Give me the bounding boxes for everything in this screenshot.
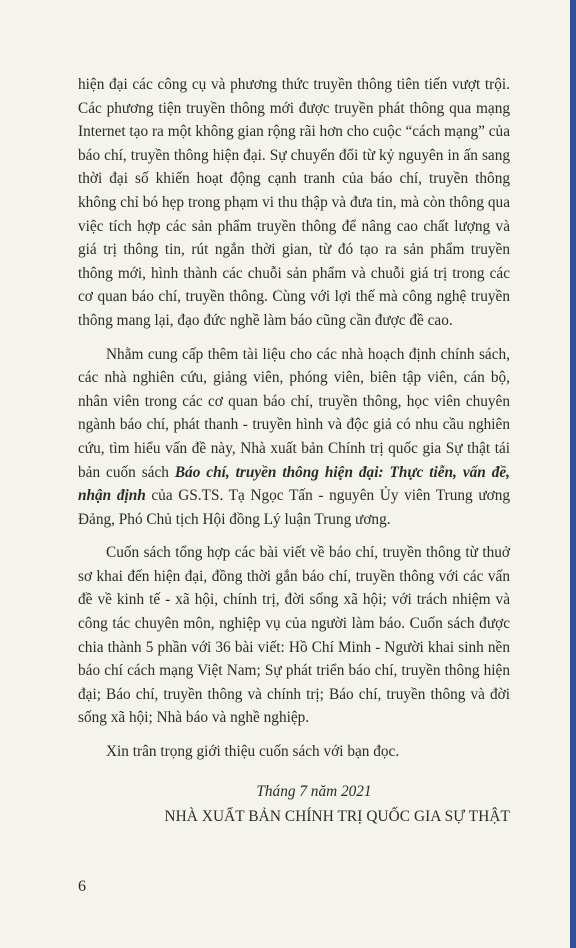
paragraph-1: hiện đại các công cụ và phương thức truyền thông tiên tiến vượt trội. Các phương tiện truyền thông mới được truyền phát thông qua mạng Internet tạo ra một không gian rộng rãi hơn cho cuộc “cách mạng” của báo chí, truyền thông hiện đại. Sự chuyển đổi từ kỷ nguyên in ấn sang thời đại số khiến hoạt động cạnh tranh của báo chí, truyền thông không chỉ bó hẹp trong phạm vi thu thập và đưa tin, mà còn thông qua việc tích hợp các sản phẩm truyền thông để nâng cao chất lượng và giá trị thông tin, rút ngắn thời gian, từ đó tạo ra sản phẩm truyền thông mới, hình thành các chuỗi sản phẩm và chuỗi giá trị trong các cơ quan báo chí, truyền thông. Cùng với lợi thế mà công nghệ truyền thông mang lại, đạo đức nghề làm báo cũng cần được đề cao. <box>78 76 510 329</box>
paragraph-2-tail: của GS.TS. Tạ Ngọc Tấn - nguyên Ủy viên Trung ương Đảng, Phó Chủ tịch Hội đồng Lý luận Trung ương. <box>78 487 510 528</box>
page-edge <box>570 0 576 948</box>
book-title: Báo chí, truyền thông hiện đại: Thực tiễn, vấn đề, nhận định <box>78 463 510 505</box>
paragraph-3: Cuốn sách tổng hợp các bài viết về báo chí, truyền thông từ thuở sơ khai đến hiện đại, đồng thời gắn báo chí, truyền thông với các vấn đề về kinh tế - xã hội, chính trị, đời sống xã hội; với trách nhiệm và công tác chuyên môn, nghiệp vụ của người làm báo. Cuốn sách được chia thành 5 phần với 36 bài viết: Hồ Chí Minh - Người khai sinh nền báo chí cách mạng Việt Nam; Sự phát triển báo chí, truyền thông hiện đại; Báo chí, truyền thông và chính trị; Báo chí, truyền thông và đời sống xã hội; Nhà báo và nghề nghiệp. <box>78 544 510 727</box>
signature-publisher: NHÀ XUẤT BẢN CHÍNH TRỊ QUỐC GIA SỰ THẬT <box>164 808 510 826</box>
page-number: 6 <box>78 878 86 895</box>
signature-date: Tháng 7 năm 2021 <box>256 782 372 800</box>
body-text <box>78 73 510 829</box>
paragraph-2 <box>78 343 510 532</box>
paragraph-4: Xin trân trọng giới thiệu cuốn sách với bạn đọc. <box>106 743 400 761</box>
paragraph-2-lead: Nhằm cung cấp thêm tài liệu cho các nhà hoạch định chính sách, các nhà nghiên cứu, giảng viên, phóng viên, biên tập viên, cán bộ, nhân viên trong các cơ quan báo chí, truyền thông, học viên chuyên ngành báo chí, phát thanh - truyền hình và độc giả có nhu cầu nghiên cứu, tìm hiểu vấn đề này, Nhà xuất bản Chính trị quốc gia Sự thật tái bản cuốn sách <box>78 345 510 481</box>
